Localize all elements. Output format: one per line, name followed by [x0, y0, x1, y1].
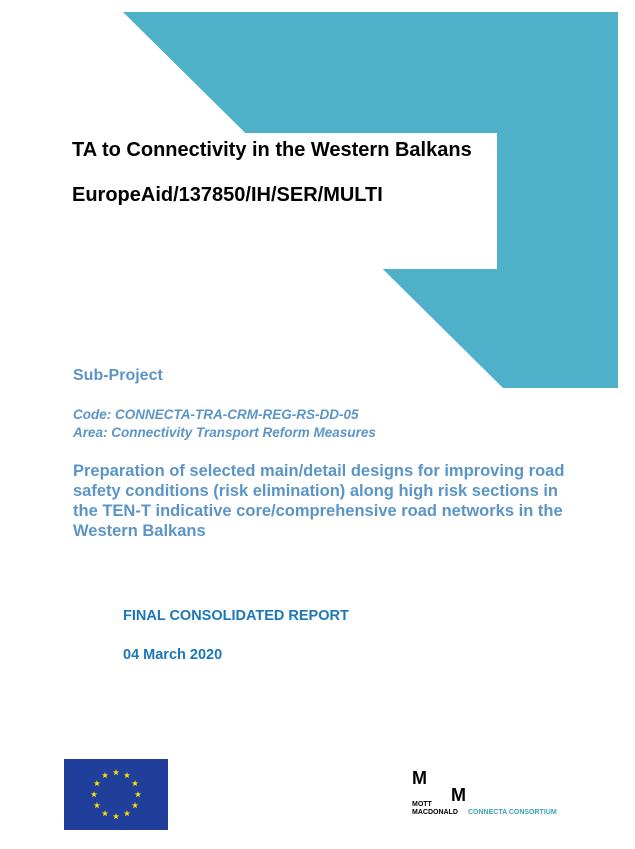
macdonald-text: MACDONALD: [412, 809, 458, 816]
subproject-label: Sub-Project: [73, 367, 163, 384]
mott-text: MOTT: [412, 801, 432, 808]
report-date: 04 March 2020: [123, 647, 223, 663]
eu-star: [113, 769, 119, 775]
connecta-consortium-text: CONNECTA CONSORTIUM: [468, 809, 557, 816]
page-title: TA to Connectivity in the Western Balkans: [72, 139, 472, 161]
eu-stars-ring: [64, 759, 168, 830]
europeaid-reference: EuropeAid/137850/IH/SER/MULTI: [72, 184, 383, 206]
eu-star: [102, 772, 108, 778]
eu-star: [124, 810, 130, 816]
eu-star: [113, 813, 119, 819]
eu-star: [91, 791, 97, 797]
subproject-area: Area: Connectivity Transport Reform Measures: [73, 425, 376, 440]
eu-star: [94, 780, 100, 786]
eu-star: [132, 780, 138, 786]
eu-star: [135, 791, 141, 797]
eu-star: [124, 772, 130, 778]
subproject-description: Preparation of selected main/detail designs for improving road safety conditions (risk elimination) along high risk sections in the TEN-T indicative core/comprehensive road networks in the Western Balkans: [73, 462, 565, 540]
eu-star: [102, 810, 108, 816]
report-type: FINAL CONSOLIDATED REPORT: [123, 608, 349, 624]
subproject-code-area: [73, 406, 376, 442]
eu-star: [94, 802, 100, 808]
eu-star: [132, 802, 138, 808]
eu-flag-logo: [64, 759, 168, 830]
mm-letter-bottom: M: [451, 785, 466, 805]
subproject-code: Code: CONNECTA-TRA-CRM-REG-RS-DD-05: [73, 407, 359, 422]
mm-letter-top: M: [412, 768, 427, 788]
mott-macdonald-logo: [412, 768, 572, 828]
